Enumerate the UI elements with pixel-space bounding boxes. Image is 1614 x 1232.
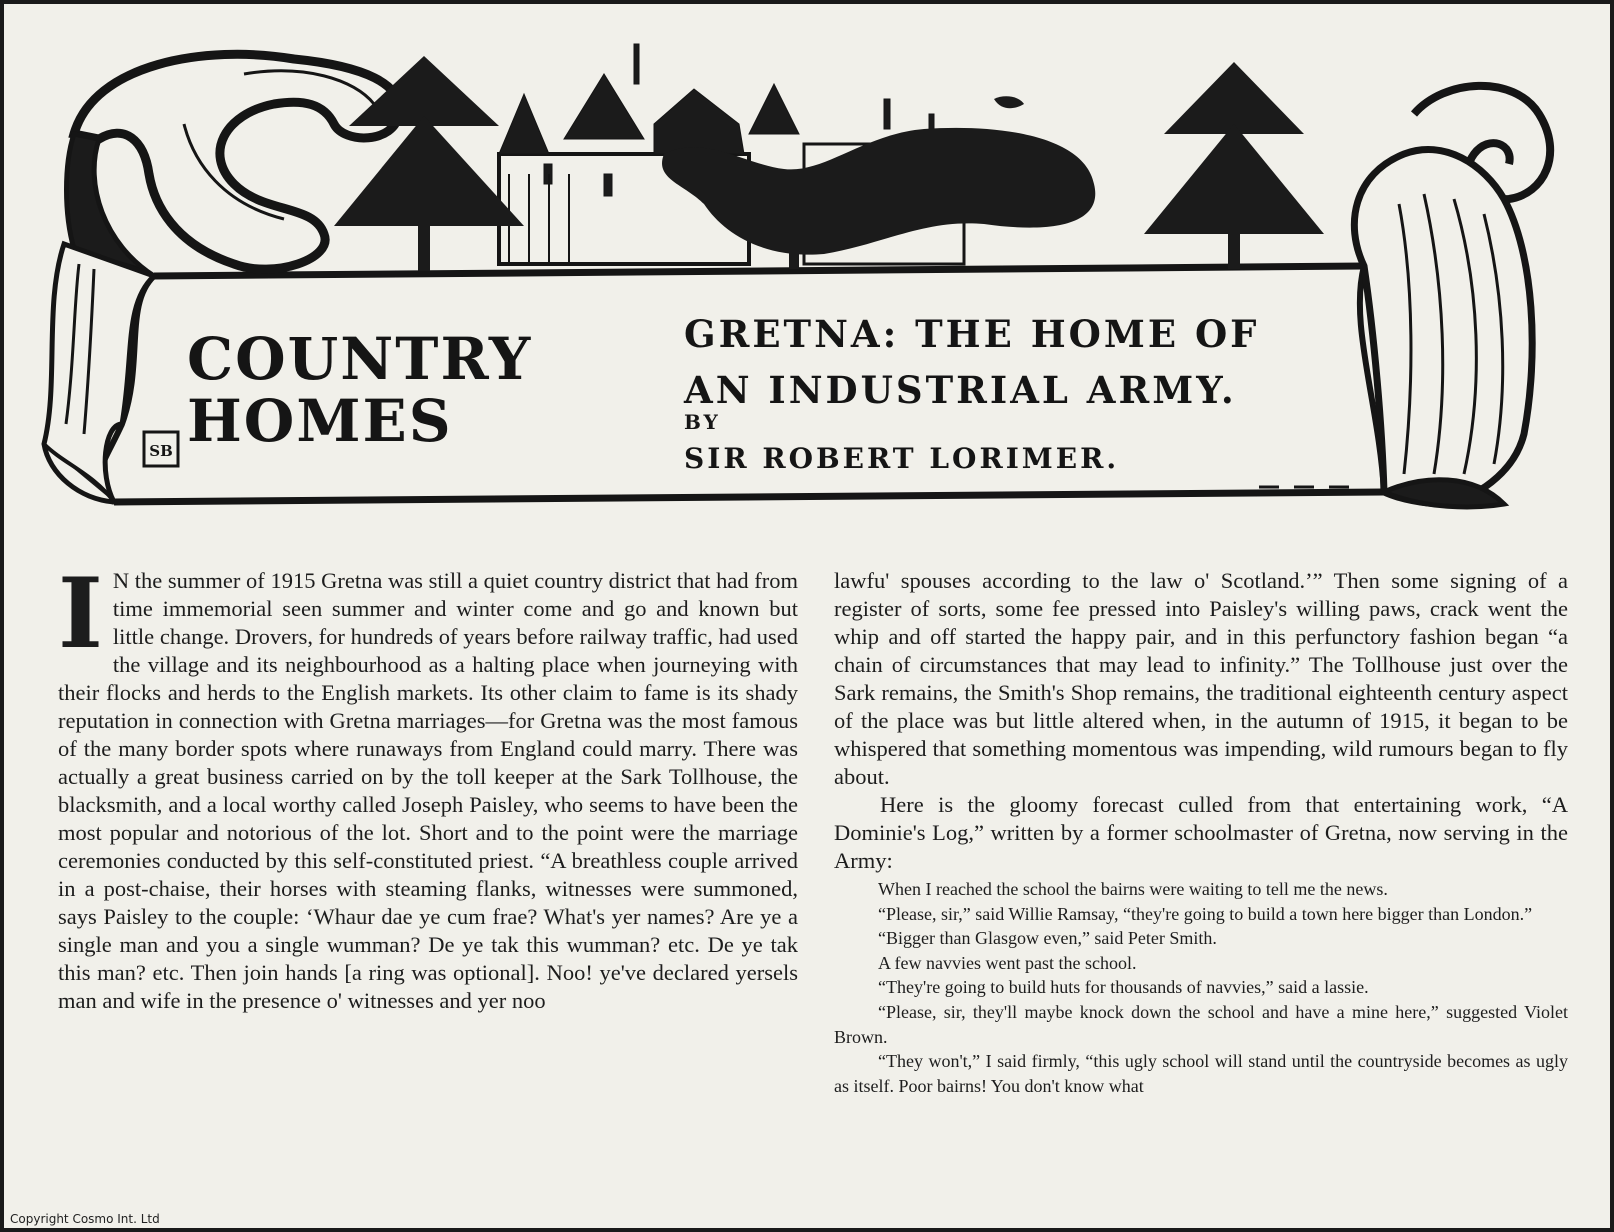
left-column-text: N the summer of 1915 Gretna was still a quiet country district that had from time immemorial seen summer and winter come and go and known but little change. Drovers, for hundreds of years before railway traffic, had used the village and its neighbourhood as a halting place when journeying with their flocks and herds to the English markets. Its other claim to fame is its shady reputation in connection with Gretna marriages—for Gretna was the most famous of the many border spots where runaways from England could marry. There was actually a great business carried on by the toll keeper at the Sark Tollhouse, the blacksmith, and a local worthy called Joseph Paisley, who seems to have been the most popular and notorious of the lot. Short and to the point were the marriage ceremonies conducted by this self-constituted priest. “A breathless couple arrived in a post-chaise, their horses with steaming flanks, witnesses were summoned, says Paisley to the couple: ‘Whaur dae ye cum frae? What's yer names? Are ye a single man and you a single wumman? De ye tak this wumman? etc. De ye tak this man? etc. Then join hands [a ring was optional]. Noo! ye've declared yersels man and wife in the presence o' witnesses and yer noo bbox=[58, 568, 798, 1013]
right-scroll-ornament bbox=[1354, 86, 1550, 507]
byline-by: BY bbox=[684, 410, 721, 434]
article-title bbox=[684, 306, 1259, 418]
article-title-line2: AN INDUSTRIAL ARMY. bbox=[684, 368, 1237, 412]
quote-line: “Please, sir, they'll maybe knock down the school and have a mine here,” suggested Violet Brown. bbox=[834, 1001, 1568, 1047]
tree-right bbox=[1144, 62, 1324, 269]
copyright-notice: Copyright Cosmo Int. Ltd bbox=[10, 1212, 160, 1226]
series-title bbox=[187, 325, 533, 455]
series-title-line1: COUNTRY bbox=[187, 325, 533, 393]
quote-line: A few navvies went past the school. bbox=[878, 952, 1137, 973]
quote-line: When I reached the school the bairns were waiting to tell me the news. bbox=[878, 879, 1388, 899]
quote-line: “Bigger than Glasgow even,” said Peter Smith. bbox=[878, 928, 1217, 949]
byline-author: SIR ROBERT LORIMER. bbox=[684, 442, 1120, 475]
drop-cap: I bbox=[58, 557, 103, 670]
quoted-excerpt bbox=[834, 877, 1568, 1098]
article-title-line1: GRETNA: THE HOME OF bbox=[684, 312, 1260, 356]
article-column-left bbox=[58, 557, 798, 1015]
monogram-text: SB bbox=[149, 442, 173, 460]
right-column-paragraph-2: Here is the gloomy forecast culled from that entertaining work, “A Dominie's Log,” written by a former schoolmaster of Gretna, now serving in the Army: bbox=[834, 792, 1568, 873]
series-title-line2: HOMES bbox=[187, 387, 453, 455]
quote-line: “Please, sir,” said Willie Ramsay, “they're going to build a town here bigger than London.” bbox=[878, 903, 1533, 924]
magazine-page bbox=[4, 4, 1610, 1228]
quote-line: “They won't,” I said firmly, “this ugly school will stand until the countryside becomes as ugly as itself. Poor bairns! You don't know what bbox=[834, 1051, 1568, 1096]
article-paragraph bbox=[58, 557, 798, 1015]
article-column-right bbox=[834, 567, 1568, 1098]
quote-line: “They're going to build huts for thousands of navvies,” said a lassie. bbox=[878, 977, 1369, 998]
monogram-mark bbox=[144, 432, 178, 466]
right-column-paragraph-1: lawfu' spouses according to the law o' Scotland.’” Then some signing of a register of sorts, some fee pressed into Paisley's willing paws, crack went the whip and off started the happy pair, and in this perfunctory fashion began “a chain of circumstances that may lead to infinity.” The Tollhouse just over the Sark remains, the Smith's Shop remains, the traditional eighteenth century aspect of the place was but little altered when, in the autumn of 1915, it began to be whispered that something momentous was impending, wild rumours began to fly about. bbox=[834, 568, 1568, 789]
